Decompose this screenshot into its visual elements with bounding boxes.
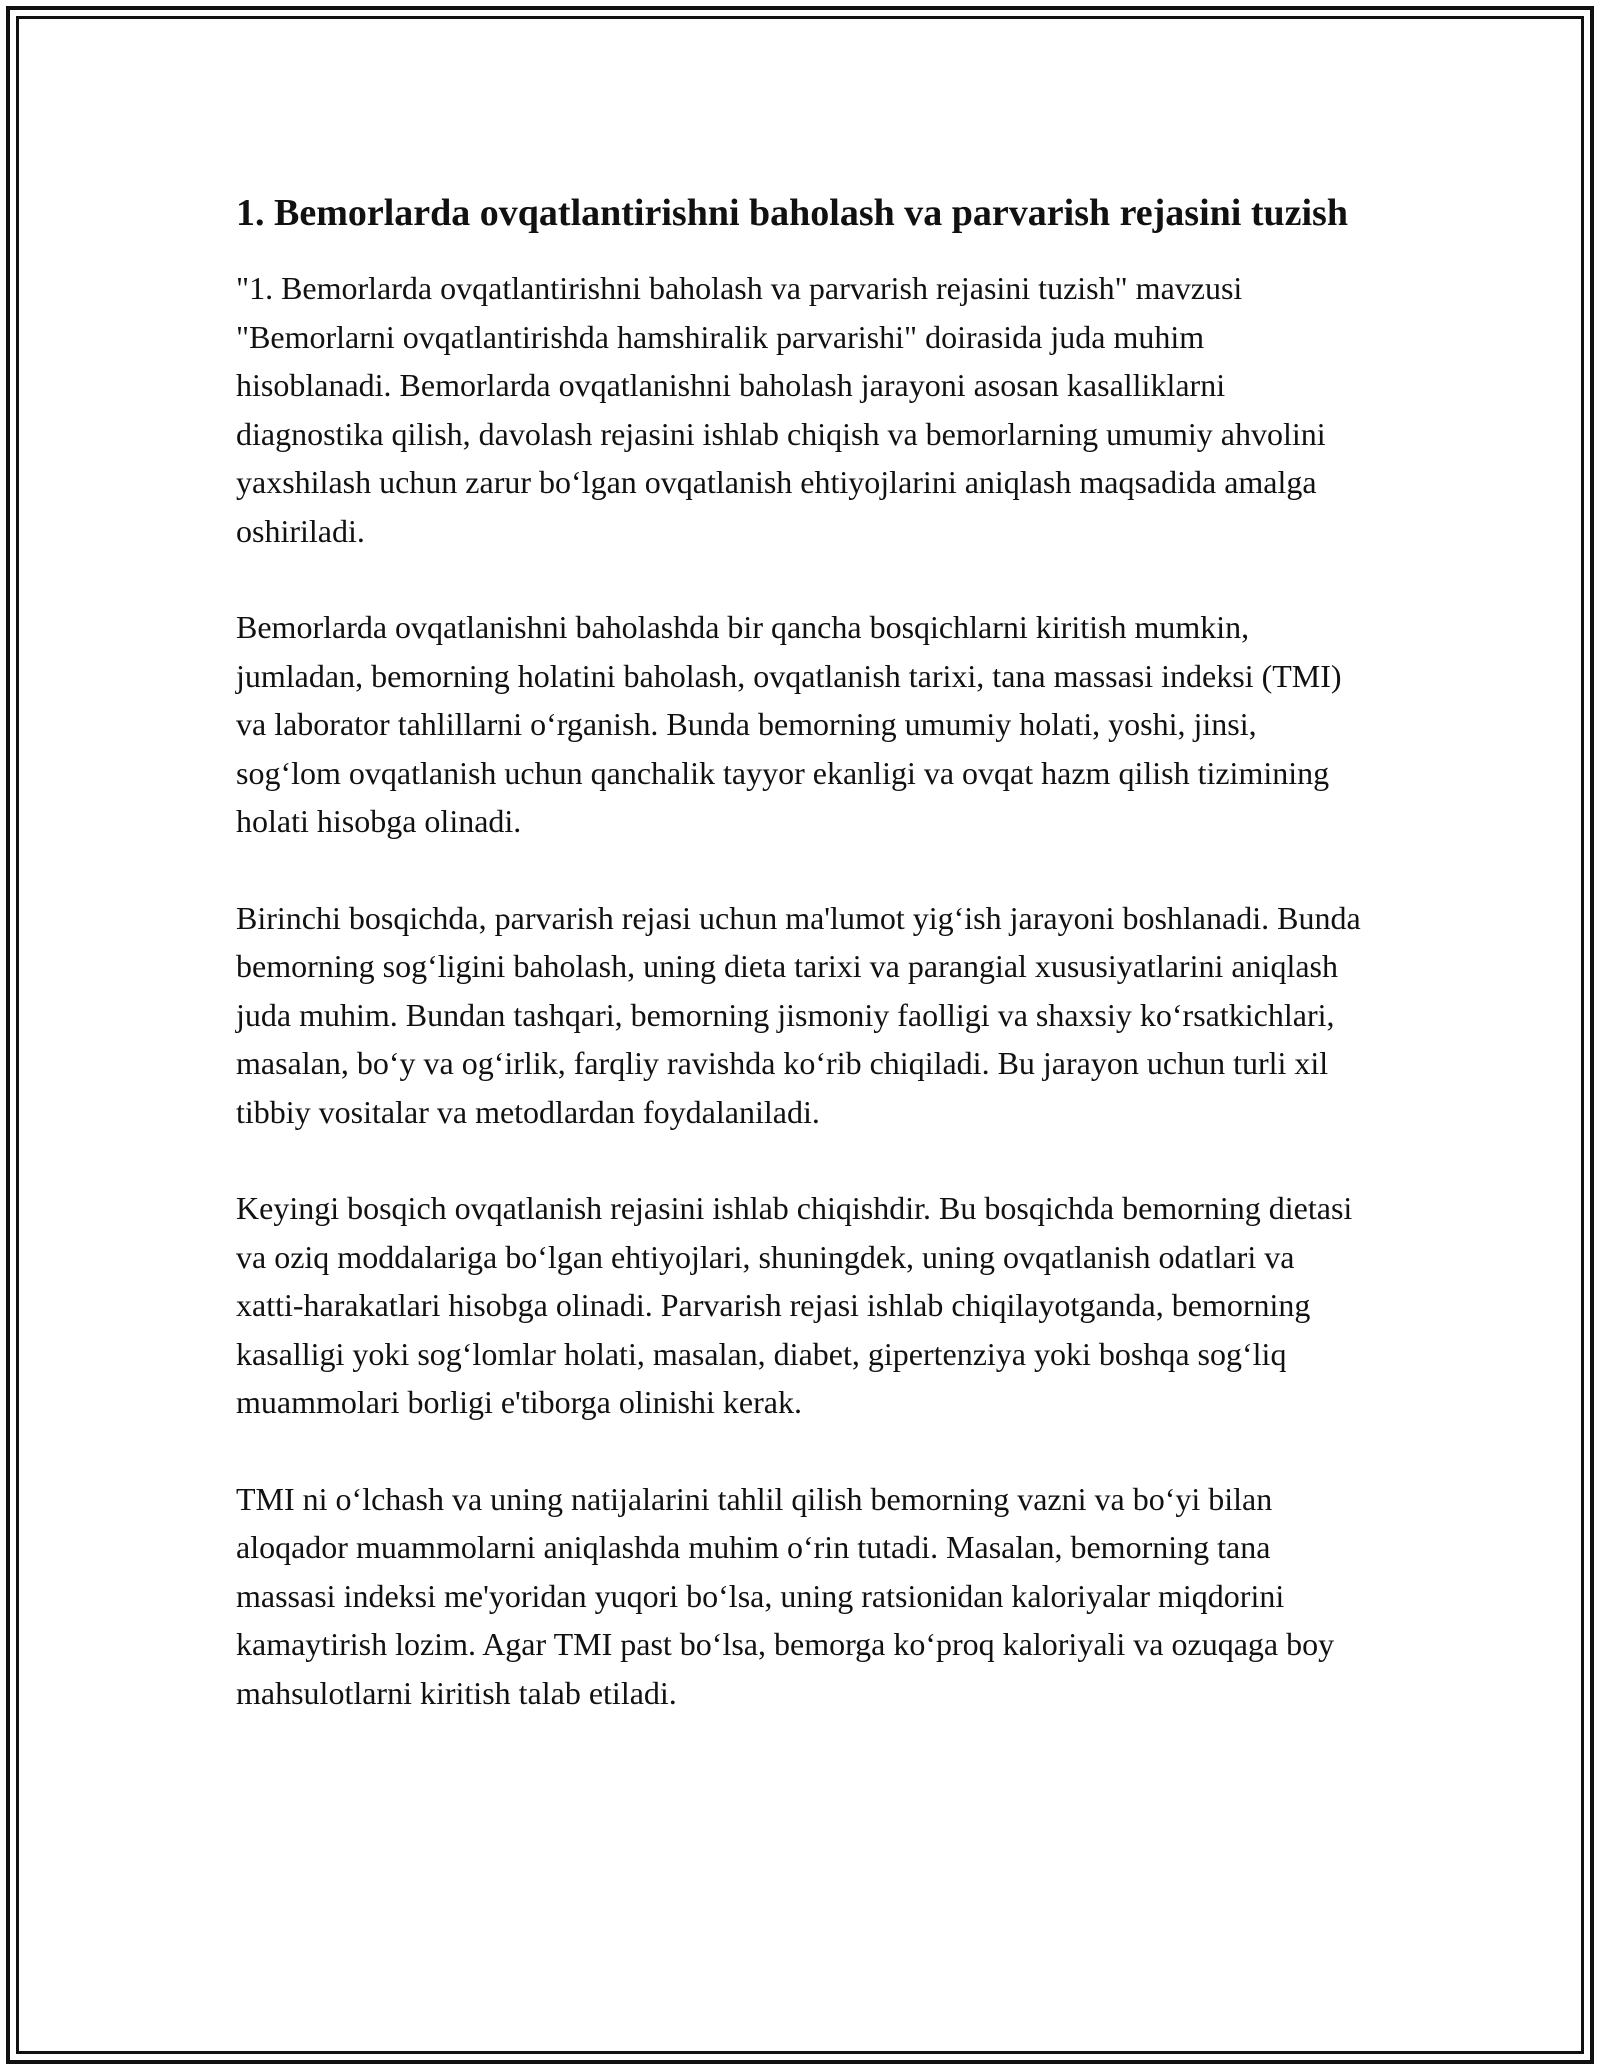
paragraph-3: Birinchi bosqichda, parvarish rejasi uchun ma'lumot yig‘ish jarayoni boshlanadi. Bunda bemorning sog‘ligini baholash, uning dieta tarixi va parangial xususiyatlarini aniqlash juda muhim. Bundan tashqari, bemorning jismoniy faolligi va shaxsiy ko‘rsatkichlari, masalan, bo‘y va og‘irlik, farqliy ravishda ko‘rib chiqiladi. Bu jarayon uchun turli xil tibbiy vositalar va metodlardan foydalaniladi. — [236, 899, 1361, 1130]
document-title: 1. Bemorlarda ovqatlantirishni baholash va parvarish rejasini tuzish — [236, 192, 1348, 234]
paragraph-2: Bemorlarda ovqatlanishni baholashda bir qancha bosqichlarni kiritish mumkin, jumladan, bemorning holatini baholash, ovqatlanish tarixi, tana massasi indeksi (TMI) va laborator tahlillarni o‘rganish. Bunda bemorning umumiy holati, yoshi, jinsi, sog‘lom ovqatlanish uchun qanchalik tayyor ekanligi va ovqat hazm qilish tizimining holati hisobga olinadi. — [236, 609, 1342, 839]
document-page — [236, 186, 1366, 1765]
paragraph-5: TMI ni o‘lchash va uning natijalarini tahlil qilish bemorning vazni va bo‘yi bilan aloqador muammolarni aniqlashda muhim o‘rin tutadi. Masalan, bemorning tana massasi indeksi me'yoridan yuqori bo‘lsa, uning ratsionidan kaloriyalar miqdorini kamaytirish lozim. Agar TMI past bo‘lsa, bemorga ko‘proq kaloriyali va ozuqaga boy mahsulotlarni kiritish talab etiladi. — [236, 1480, 1335, 1711]
paragraph-1: "1. Bemorlarda ovqatlantirishni baholash va parvarish rejasini tuzish" mavzusi "Bemorlarni ovqatlantirishda hamshiralik parvarishi" doirasida juda muhim hisoblanadi. Bemorlarda ovqatlanishni baholash jarayoni asosan kasalliklarni diagnostika qilish, davolash rejasini ishlab chiqish va bemorlarning umumiy ahvolini yaxshilash uchun zarur bo‘lgan ovqatlanish ehtiyojlarini aniqlash maqsadida amalga oshiriladi. — [236, 270, 1326, 549]
paragraph-4: Keyingi bosqich ovqatlanish rejasini ishlab chiqishdir. Bu bosqichda bemorning dietasi va oziq moddalariga bo‘lgan ehtiyojlari, shuningdek, uning ovqatlanish odatlari va xatti-harakatlari hisobga olinadi. Parvarish rejasi ishlab chiqilayotganda, bemorning kasalligi yoki sog‘lomlar holati, masalan, diabet, gipertenziya yoki boshqa sog‘liq muammolari borligi e'tiborga olinishi kerak. — [236, 1190, 1353, 1420]
